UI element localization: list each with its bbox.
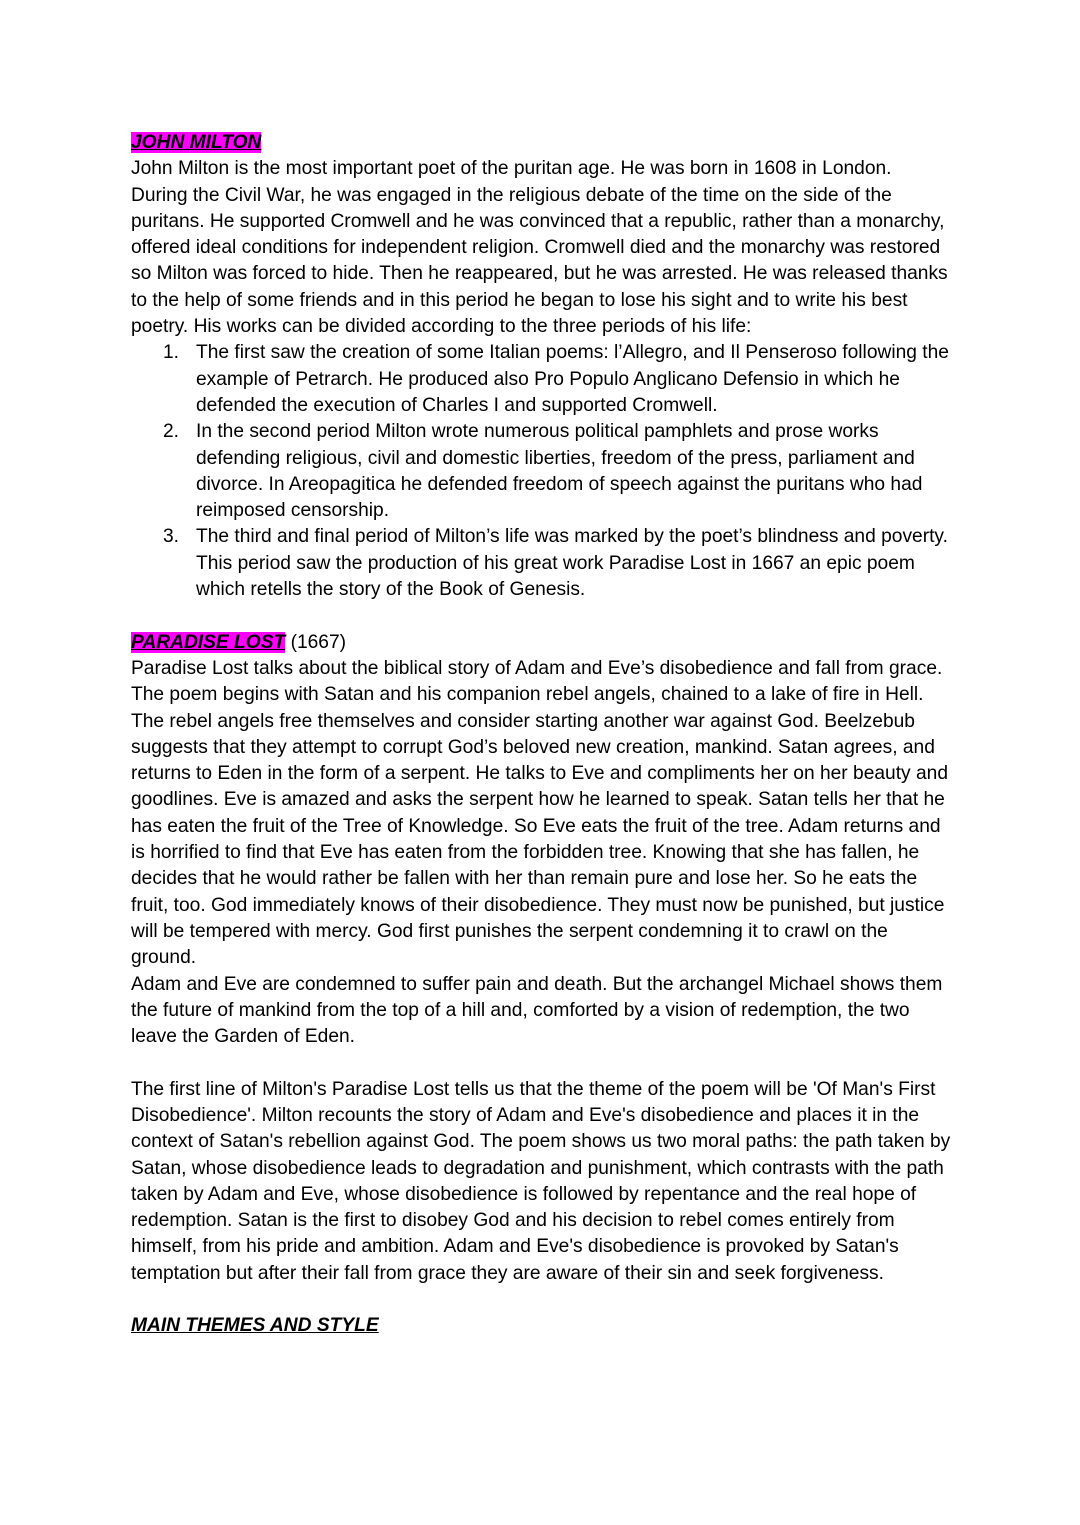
milton-periods-list <box>131 340 953 603</box>
paradise-year: (1667) <box>285 631 347 653</box>
list-text: The third and final period of Milton’s life was marked by the poet’s blindness and poverty. This period saw the production of his great work Paradise Lost in 1667 an epic poem which retells the story of the Book of Genesis. <box>196 526 948 601</box>
paragraph-gap <box>131 1287 953 1313</box>
paradise-heading-line <box>131 630 953 656</box>
list-item <box>163 524 953 603</box>
themes-heading: MAIN THEMES AND STYLE <box>131 1315 379 1337</box>
list-number: 2. <box>163 421 180 443</box>
document-page <box>131 130 953 1340</box>
list-text: In the second period Milton wrote numerous political pamphlets and prose works defending religious, civil and domestic liberties, freedom of the press, parliament and divorce. In Areopagitica he defended freedom of speech against the puritans who had reimposed censorship. <box>196 421 923 522</box>
paradise-paragraph-3: The first line of Milton's Paradise Lost tells us that the theme of the poem will be 'Of Man's First Disobedience'. Milton recounts the story of Adam and Eve's disobedience and places it in the context of Satan's rebellion against God. The poem shows us two moral paths: the path taken by Satan, whose disobedience leads to degradation and punishment, which contrasts with the path taken by Adam and Eve, whose disobedience is followed by repentance and the real hope of redemption. Satan is the first to disobey God and his decision to rebel comes entirely from himself, from his pride and ambition. Adam and Eve's disobedience is provoked by Satan's temptation but after their fall from grace they are aware of their sin and seek forgiveness. <box>131 1078 951 1284</box>
paragraph-gap <box>131 603 953 629</box>
paradise-paragraph-2: Adam and Eve are condemned to suffer pain and death. But the archangel Michael shows them the future of mankind from the top of a hill and, comforted by a vision of redemption, the two leave the Garden of Eden. <box>131 973 943 1048</box>
milton-intro: John Milton is the most important poet of the puritan age. He was born in 1608 in London. During the Civil War, he was engaged in the religious debate of the time on the side of the puritans. He supported Cromwell and he was convinced that a republic, rather than a monarchy, offered ideal conditions for independent religion. Cromwell died and the monarchy was restored so Milton was forced to hide. Then he reappeared, but he was arrested. He was released thanks to the help of some friends and in this period he began to lose his sight and to write his best poetry. His works can be divided according to the three periods of his life: <box>131 158 948 338</box>
list-number: 1. <box>163 342 180 364</box>
themes-heading-line <box>131 1313 953 1339</box>
list-number: 3. <box>163 526 180 548</box>
paradise-heading: PARADISE LOST <box>131 631 286 653</box>
milton-heading: JOHN MILTON <box>131 132 262 153</box>
paradise-paragraph-1: Paradise Lost talks about the biblical story of Adam and Eve’s disobedience and fall from grace. The poem begins with Satan and his companion rebel angels, chained to a lake of fire in Hell. The rebel angels free themselves and consider starting another war against God. Beelzebub suggests that they attempt to corrupt God’s beloved new creation, mankind. Satan agrees, and returns to Eden in the form of a serpent. He talks to Eve and compliments her on her beauty and goodlines. Eve is amazed and asks the serpent how he learned to speak. Satan tells her that he has eaten the fruit of the Tree of Knowledge. So Eve eats the fruit of the tree. Adam returns and is horrified to find that Eve has eaten from the forbidden tree. Knowing that she has fallen, he decides that he would rather be fallen with her than remain pure and lose her. So he eats the fruit, too. God immediately knows of their disobedience. They must now be punished, but justice will be tempered with mercy. God first punishes the serpent condemning it to crawl on the ground. <box>131 657 948 969</box>
paragraph-gap <box>131 1050 953 1076</box>
milton-heading-line <box>131 130 953 156</box>
list-item <box>163 419 953 524</box>
list-item <box>163 340 953 419</box>
list-text: The first saw the creation of some Italian poems: l’Allegro, and Il Penseroso following the example of Petrarch. He produced also Pro Populo Anglicano Defensio in which he defended the execution of Charles I and supported Cromwell. <box>196 342 949 416</box>
